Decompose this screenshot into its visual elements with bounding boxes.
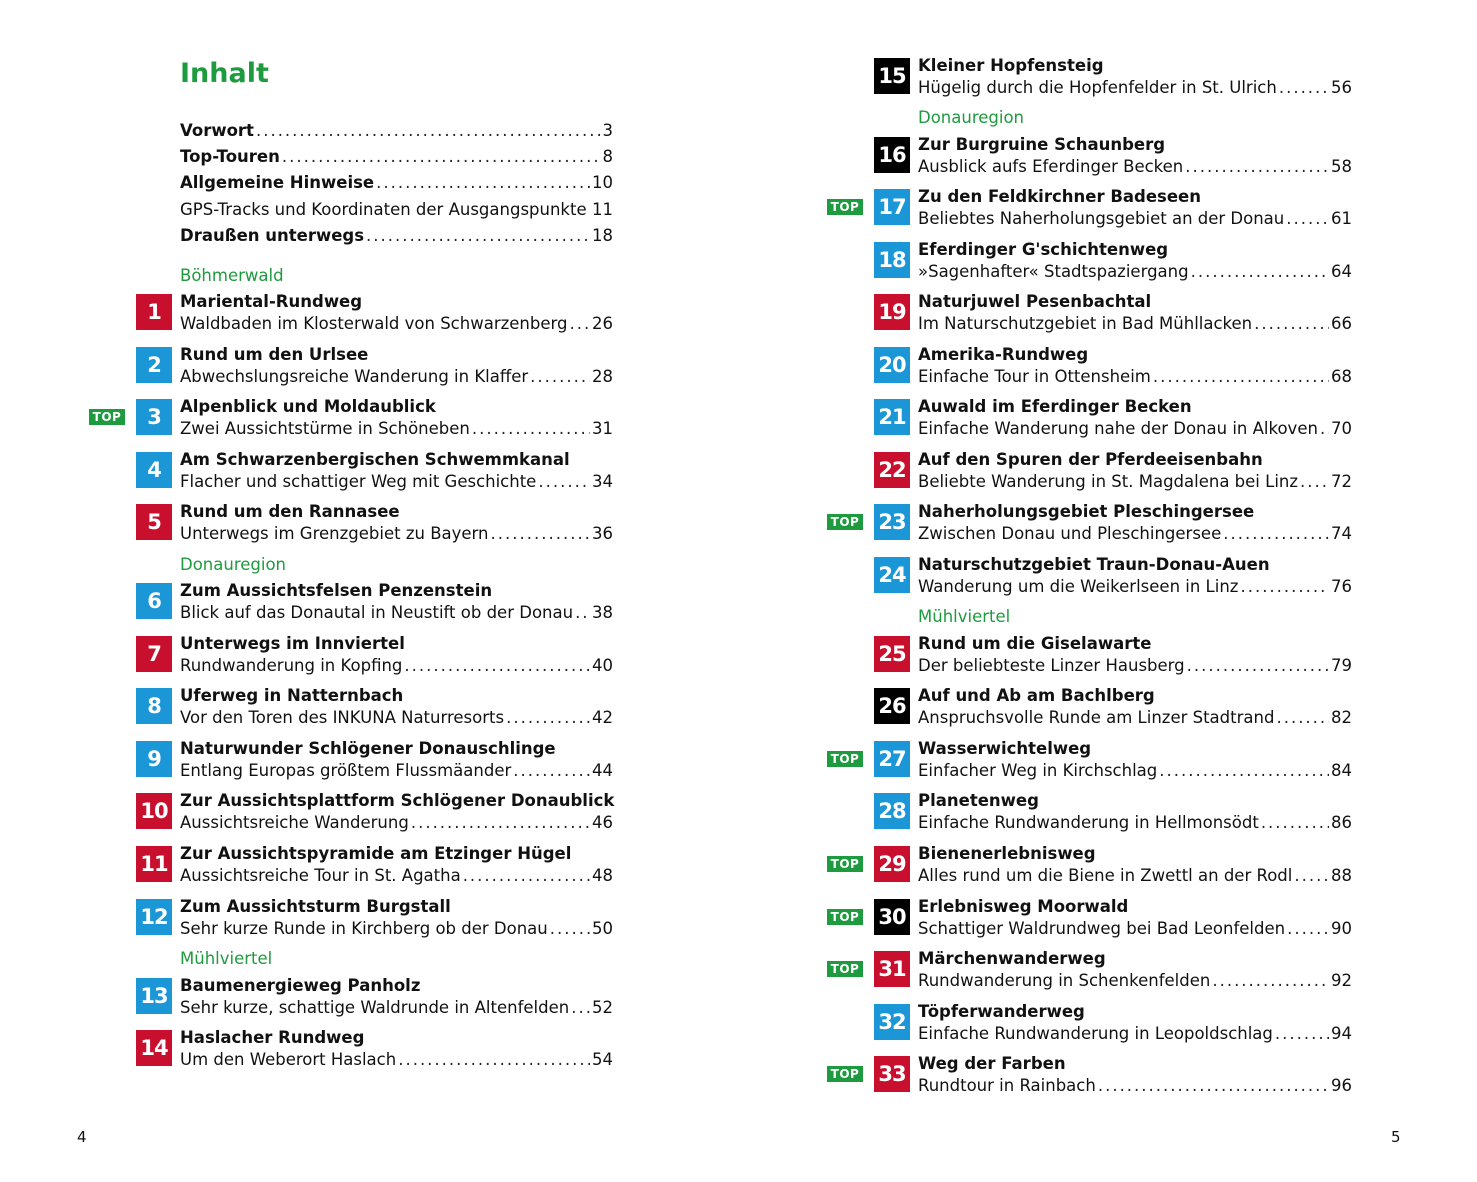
tour-number-badge: 9 bbox=[136, 741, 172, 777]
tour-entry[interactable] bbox=[738, 844, 1352, 887]
tour-entry[interactable] bbox=[738, 450, 1352, 493]
toc-page: 11 bbox=[592, 200, 613, 219]
leader-dots bbox=[398, 1049, 590, 1071]
tour-title: Uferweg in Natternbach bbox=[180, 686, 404, 705]
tour-page: 66 bbox=[1331, 314, 1352, 333]
tour-title: Mariental-Rundweg bbox=[180, 292, 363, 311]
tour-subtitle: Zwei Aussichtstürme in Schöneben bbox=[180, 419, 470, 438]
leader-dots bbox=[404, 655, 590, 677]
tour-title: Haslacher Rundweg bbox=[180, 1028, 365, 1047]
tour-subtitle-line bbox=[180, 471, 613, 493]
tour-subtitle-line bbox=[918, 812, 1352, 834]
tour-page: 38 bbox=[592, 603, 613, 622]
tour-entry[interactable] bbox=[738, 634, 1352, 677]
leader-dots bbox=[1286, 208, 1329, 230]
top-badge: TOP bbox=[827, 751, 863, 767]
tour-title: Am Schwarzenbergischen Schwemmkanal bbox=[180, 450, 570, 469]
tour-page: 96 bbox=[1331, 1076, 1352, 1095]
tour-subtitle: Vor den Toren des INKUNA Naturresorts bbox=[180, 708, 505, 727]
tour-entry[interactable] bbox=[0, 397, 613, 440]
toc-line[interactable] bbox=[180, 146, 613, 168]
section-heading: Mühlviertel bbox=[180, 949, 273, 968]
leader-dots bbox=[1223, 523, 1329, 545]
tour-title: Zu den Feldkirchner Badeseen bbox=[918, 187, 1201, 206]
tour-subtitle-line bbox=[180, 602, 613, 624]
tour-page: 52 bbox=[592, 998, 613, 1017]
tour-title: Erlebnisweg Moorwald bbox=[918, 897, 1129, 916]
tour-entry[interactable] bbox=[738, 292, 1352, 335]
tour-subtitle: Hügelig durch die Hopfenfelder in St. Ulrich bbox=[918, 78, 1277, 97]
tour-number-badge: 19 bbox=[874, 294, 910, 330]
tour-page: 44 bbox=[592, 761, 613, 780]
tour-subtitle-line bbox=[180, 707, 613, 729]
leader-dots bbox=[1320, 418, 1329, 440]
tour-number-badge: 4 bbox=[136, 452, 172, 488]
left-page bbox=[0, 0, 738, 1182]
tour-subtitle: Wanderung um die Weikerlseen in Linz bbox=[918, 577, 1239, 596]
tour-entry[interactable] bbox=[0, 897, 613, 940]
tour-page: 54 bbox=[592, 1050, 613, 1069]
tour-subtitle-line bbox=[180, 655, 613, 677]
leader-dots bbox=[411, 812, 590, 834]
tour-title: Zum Aussichtsturm Burgstall bbox=[180, 897, 451, 916]
tour-number-badge: 15 bbox=[874, 58, 910, 94]
section-heading: Böhmerwald bbox=[180, 266, 284, 285]
tour-page: 61 bbox=[1331, 209, 1352, 228]
tour-subtitle: Einfache Rundwanderung in Hellmonsödt bbox=[918, 813, 1259, 832]
tour-number-badge: 26 bbox=[874, 688, 910, 724]
tour-page: 88 bbox=[1331, 866, 1352, 885]
tour-subtitle: »Sagenhafter« Stadtspaziergang bbox=[918, 262, 1189, 281]
top-badge: TOP bbox=[827, 199, 863, 215]
top-badge: TOP bbox=[827, 961, 863, 977]
tour-entry[interactable] bbox=[738, 240, 1352, 283]
tour-subtitle-line bbox=[918, 523, 1352, 545]
tour-title: Weg der Farben bbox=[918, 1054, 1066, 1073]
tour-subtitle: Um den Weberort Haslach bbox=[180, 1050, 397, 1069]
tour-number-badge: 13 bbox=[136, 978, 172, 1014]
tour-title: Zur Aussichtsplattform Schlögener Donaublick bbox=[180, 791, 615, 810]
toc-line[interactable] bbox=[180, 225, 613, 247]
tour-number-badge: 16 bbox=[874, 137, 910, 173]
tour-page: 84 bbox=[1331, 761, 1352, 780]
tour-page: 90 bbox=[1331, 919, 1352, 938]
section-heading: Mühlviertel bbox=[918, 607, 1011, 626]
toc-page: 8 bbox=[602, 147, 613, 166]
tour-title: Alpenblick und Moldaublick bbox=[180, 397, 436, 416]
tour-number-badge: 18 bbox=[874, 242, 910, 278]
leader-dots bbox=[1300, 471, 1329, 493]
tour-title: Naturschutzgebiet Traun-Donau-Auen bbox=[918, 555, 1270, 574]
tour-entry[interactable] bbox=[738, 345, 1352, 388]
tour-entry[interactable] bbox=[0, 292, 613, 335]
leader-dots bbox=[256, 120, 601, 142]
tour-number-badge: 8 bbox=[136, 688, 172, 724]
tour-subtitle: Einfacher Weg in Kirchschlag bbox=[918, 761, 1158, 780]
tour-subtitle: Sehr kurze Runde in Kirchberg ob der Donau bbox=[180, 919, 548, 938]
tour-number-badge: 10 bbox=[136, 793, 172, 829]
tour-subtitle: Aussichtsreiche Wanderung bbox=[180, 813, 409, 832]
tour-entry[interactable] bbox=[738, 949, 1352, 992]
tour-subtitle: Rundwanderung in Schenkenfelden bbox=[918, 971, 1211, 990]
tour-title: Rund um die Giselawarte bbox=[918, 634, 1152, 653]
tour-subtitle: Schattiger Waldrundweg bei Bad Leonfelden bbox=[918, 919, 1286, 938]
tour-subtitle-line bbox=[918, 576, 1352, 598]
toc-line[interactable] bbox=[180, 199, 613, 221]
leader-dots bbox=[506, 707, 590, 729]
tour-subtitle: Ausblick aufs Eferdinger Becken bbox=[918, 157, 1184, 176]
tour-subtitle-line bbox=[180, 918, 613, 940]
tour-number-badge: 3 bbox=[136, 399, 172, 435]
tour-page: 26 bbox=[592, 314, 613, 333]
tour-number-badge: 5 bbox=[136, 504, 172, 540]
leader-dots bbox=[376, 172, 590, 194]
leader-dots bbox=[1185, 156, 1329, 178]
tour-page: 46 bbox=[592, 813, 613, 832]
leader-dots bbox=[1159, 760, 1329, 782]
section-heading: Donauregion bbox=[180, 555, 287, 574]
leader-dots bbox=[1098, 1075, 1329, 1097]
tour-number-badge: 17 bbox=[874, 189, 910, 225]
tour-subtitle: Im Naturschutzgebiet in Bad Mühllacken bbox=[918, 314, 1253, 333]
tour-subtitle-line bbox=[918, 313, 1352, 335]
tour-page: 76 bbox=[1331, 577, 1352, 596]
tour-entry[interactable] bbox=[738, 555, 1352, 598]
toc-line[interactable] bbox=[180, 120, 613, 142]
tour-subtitle-line bbox=[918, 366, 1352, 388]
tour-entry[interactable] bbox=[0, 791, 615, 834]
page-title: Inhalt bbox=[180, 58, 269, 89]
tour-entry[interactable] bbox=[738, 1054, 1352, 1097]
tour-subtitle-line bbox=[180, 865, 613, 887]
tour-subtitle: Einfache Rundwanderung in Leopoldschlag bbox=[918, 1024, 1273, 1043]
tour-number-badge: 31 bbox=[874, 951, 910, 987]
tour-title: Naturwunder Schlögener Donauschlinge bbox=[180, 739, 556, 758]
leader-dots bbox=[530, 366, 590, 388]
tour-subtitle-line bbox=[180, 418, 613, 440]
tour-title: Naherholungsgebiet Pleschingersee bbox=[918, 502, 1255, 521]
leader-dots bbox=[1279, 77, 1329, 99]
tour-entry[interactable] bbox=[0, 502, 613, 545]
tour-title: Zur Burgruine Schaunberg bbox=[918, 135, 1166, 154]
tour-page: 68 bbox=[1331, 367, 1352, 386]
tour-entry[interactable] bbox=[738, 187, 1352, 230]
tour-entry[interactable] bbox=[0, 976, 613, 1019]
tour-page: 79 bbox=[1331, 656, 1352, 675]
tour-number-badge: 7 bbox=[136, 636, 172, 672]
section-heading: Donauregion bbox=[918, 108, 1025, 127]
tour-number-badge: 20 bbox=[874, 347, 910, 383]
toc-label: Draußen unterwegs bbox=[180, 226, 365, 245]
toc-page: 18 bbox=[592, 226, 613, 245]
tour-subtitle-line bbox=[918, 760, 1352, 782]
tour-subtitle-line bbox=[918, 655, 1352, 677]
tour-number-badge: 24 bbox=[874, 557, 910, 593]
tour-title: Kleiner Hopfensteig bbox=[918, 56, 1104, 75]
leader-dots bbox=[463, 865, 590, 887]
tour-entry[interactable] bbox=[0, 345, 613, 388]
tour-title: Rund um den Rannasee bbox=[180, 502, 400, 521]
leader-dots bbox=[1261, 812, 1329, 834]
tour-subtitle-line bbox=[918, 156, 1352, 178]
tour-entry[interactable] bbox=[0, 634, 613, 677]
tour-subtitle-line bbox=[918, 707, 1352, 729]
leader-dots bbox=[1240, 576, 1329, 598]
tour-subtitle: Sehr kurze, schattige Waldrunde in Altenfelden bbox=[180, 998, 570, 1017]
tour-number-badge: 12 bbox=[136, 899, 172, 935]
leader-dots bbox=[1287, 918, 1329, 940]
tour-number-badge: 32 bbox=[874, 1004, 910, 1040]
leader-dots bbox=[472, 418, 590, 440]
leader-dots bbox=[282, 146, 601, 168]
tour-title: Zum Aussichtsfelsen Penzenstein bbox=[180, 581, 493, 600]
tour-subtitle-line bbox=[918, 261, 1352, 283]
tour-entry[interactable] bbox=[738, 791, 1352, 834]
leader-dots bbox=[366, 225, 590, 247]
leader-dots bbox=[513, 760, 590, 782]
tour-entry[interactable] bbox=[0, 844, 613, 887]
top-badge: TOP bbox=[89, 409, 125, 425]
tour-page: 92 bbox=[1331, 971, 1352, 990]
leader-dots bbox=[491, 523, 591, 545]
tour-entry[interactable] bbox=[738, 502, 1352, 545]
tour-subtitle-line bbox=[180, 313, 613, 335]
tour-subtitle-line bbox=[180, 812, 613, 834]
tour-page: 34 bbox=[592, 472, 613, 491]
tour-subtitle: Einfache Wanderung nahe der Donau in Alkoven bbox=[918, 419, 1318, 438]
tour-title: Baumenergieweg Panholz bbox=[180, 976, 421, 995]
tour-subtitle: Entlang Europas größtem Flussmäander bbox=[180, 761, 512, 780]
tour-number-badge: 11 bbox=[136, 846, 172, 882]
tour-entry[interactable] bbox=[0, 686, 613, 729]
tour-page: 50 bbox=[592, 919, 613, 938]
tour-subtitle-line bbox=[918, 471, 1352, 493]
leader-dots bbox=[1191, 261, 1329, 283]
tour-entry[interactable] bbox=[0, 581, 613, 624]
tour-number-badge: 33 bbox=[874, 1056, 910, 1092]
tour-entry[interactable] bbox=[738, 397, 1352, 440]
tour-entry[interactable] bbox=[738, 1002, 1352, 1045]
top-badge: TOP bbox=[827, 514, 863, 530]
tour-entry[interactable] bbox=[738, 686, 1352, 729]
top-badge: TOP bbox=[827, 1066, 863, 1082]
tour-subtitle: Abwechslungsreiche Wanderung in Klaffer bbox=[180, 367, 529, 386]
leader-dots bbox=[1275, 1023, 1329, 1045]
toc-line[interactable] bbox=[180, 172, 613, 194]
tour-subtitle-line bbox=[918, 77, 1352, 99]
tour-subtitle-line bbox=[180, 523, 613, 545]
tour-title: Amerika-Rundweg bbox=[918, 345, 1089, 364]
tour-subtitle-line bbox=[918, 1075, 1352, 1097]
tour-subtitle-line bbox=[918, 418, 1352, 440]
tour-number-badge: 2 bbox=[136, 347, 172, 383]
tour-number-badge: 23 bbox=[874, 504, 910, 540]
tour-entry[interactable] bbox=[0, 450, 613, 493]
right-page bbox=[738, 0, 1477, 1182]
toc-label: Top-Touren bbox=[180, 147, 280, 166]
tour-title: Märchenwanderweg bbox=[918, 949, 1106, 968]
tour-entry[interactable] bbox=[738, 56, 1352, 99]
tour-title: Wasserwichtelweg bbox=[918, 739, 1092, 758]
leader-dots bbox=[550, 918, 590, 940]
tour-page: 86 bbox=[1331, 813, 1352, 832]
leader-dots bbox=[1276, 707, 1329, 729]
tour-page: 36 bbox=[592, 524, 613, 543]
tour-number-badge: 29 bbox=[874, 846, 910, 882]
tour-number-badge: 21 bbox=[874, 399, 910, 435]
leader-dots bbox=[1212, 970, 1329, 992]
leader-dots bbox=[589, 199, 590, 221]
toc-label: Vorwort bbox=[180, 121, 254, 140]
tour-page: 42 bbox=[592, 708, 613, 727]
tour-subtitle-line bbox=[918, 208, 1352, 230]
tour-subtitle: Unterwegs im Grenzgebiet zu Bayern bbox=[180, 524, 489, 543]
toc-page: 10 bbox=[592, 173, 613, 192]
tour-subtitle: Flacher und schattiger Weg mit Geschichte bbox=[180, 472, 537, 491]
tour-title: Rund um den Urlsee bbox=[180, 345, 369, 364]
leader-dots bbox=[1254, 313, 1329, 335]
tour-subtitle-line bbox=[180, 997, 613, 1019]
tour-page: 72 bbox=[1331, 472, 1352, 491]
leader-dots bbox=[569, 313, 590, 335]
tour-subtitle: Rundtour in Rainbach bbox=[918, 1076, 1096, 1095]
tour-subtitle-line bbox=[918, 1023, 1352, 1045]
tour-subtitle: Aussichtsreiche Tour in St. Agatha bbox=[180, 866, 461, 885]
tour-subtitle: Beliebtes Naherholungsgebiet an der Donau bbox=[918, 209, 1285, 228]
top-badge: TOP bbox=[827, 909, 863, 925]
tour-page: 74 bbox=[1331, 524, 1352, 543]
toc-page: 3 bbox=[602, 121, 613, 140]
tour-title: Naturjuwel Pesenbachtal bbox=[918, 292, 1152, 311]
tour-number-badge: 6 bbox=[136, 583, 172, 619]
tour-page: 31 bbox=[592, 419, 613, 438]
tour-number-badge: 1 bbox=[136, 294, 172, 330]
tour-subtitle: Rundwanderung in Kopfing bbox=[180, 656, 403, 675]
tour-title: Planetenweg bbox=[918, 791, 1039, 810]
tour-subtitle: Blick auf das Donautal in Neustift ob der Donau bbox=[180, 603, 574, 622]
leader-dots bbox=[1294, 865, 1329, 887]
tour-number-badge: 30 bbox=[874, 899, 910, 935]
leader-dots bbox=[571, 997, 590, 1019]
tour-subtitle: Beliebte Wanderung in St. Magdalena bei Linz bbox=[918, 472, 1299, 491]
tour-number-badge: 22 bbox=[874, 452, 910, 488]
top-badge: TOP bbox=[827, 856, 863, 872]
leader-dots bbox=[538, 471, 590, 493]
tour-page: 56 bbox=[1331, 78, 1352, 97]
leader-dots bbox=[1187, 655, 1329, 677]
tour-entry[interactable] bbox=[738, 135, 1352, 178]
tour-page: 28 bbox=[592, 367, 613, 386]
tour-title: Zur Aussichtspyramide am Etzinger Hügel bbox=[180, 844, 572, 863]
tour-entry[interactable] bbox=[0, 1028, 613, 1071]
page-number-right: 5 bbox=[1391, 1128, 1401, 1146]
tour-page: 94 bbox=[1331, 1024, 1352, 1043]
toc-label: Allgemeine Hinweise bbox=[180, 173, 375, 192]
tour-number-badge: 14 bbox=[136, 1030, 172, 1066]
tour-title: Auf den Spuren der Pferdeeisenbahn bbox=[918, 450, 1263, 469]
tour-title: Unterwegs im Innviertel bbox=[180, 634, 405, 653]
tour-page: 70 bbox=[1331, 419, 1352, 438]
tour-subtitle-line bbox=[918, 970, 1352, 992]
tour-title: Auf und Ab am Bachlberg bbox=[918, 686, 1155, 705]
tour-entry[interactable] bbox=[738, 897, 1352, 940]
tour-page: 64 bbox=[1331, 262, 1352, 281]
tour-page: 58 bbox=[1331, 157, 1352, 176]
tour-title: Eferdinger G'schichtenweg bbox=[918, 240, 1169, 259]
leader-dots bbox=[1153, 366, 1329, 388]
tour-number-badge: 25 bbox=[874, 636, 910, 672]
tour-entry[interactable] bbox=[0, 739, 613, 782]
tour-page: 40 bbox=[592, 656, 613, 675]
tour-entry[interactable] bbox=[738, 739, 1352, 782]
tour-subtitle: Der beliebteste Linzer Hausberg bbox=[918, 656, 1185, 675]
tour-title: Töpferwanderweg bbox=[918, 1002, 1085, 1021]
tour-subtitle: Alles rund um die Biene in Zwettl an der Rodl bbox=[918, 866, 1293, 885]
toc-label: GPS-Tracks und Koordinaten der Ausgangspunkte bbox=[180, 200, 587, 219]
tour-number-badge: 27 bbox=[874, 741, 910, 777]
tour-subtitle-line bbox=[180, 760, 613, 782]
tour-subtitle: Zwischen Donau und Pleschingersee bbox=[918, 524, 1222, 543]
tour-subtitle: Anspruchsvolle Runde am Linzer Stadtrand bbox=[918, 708, 1275, 727]
tour-subtitle: Waldbaden im Klosterwald von Schwarzenberg bbox=[180, 314, 568, 333]
tour-subtitle-line bbox=[918, 918, 1352, 940]
tour-subtitle-line bbox=[180, 366, 613, 388]
leader-dots bbox=[575, 602, 590, 624]
tour-subtitle: Einfache Tour in Ottensheim bbox=[918, 367, 1151, 386]
tour-subtitle-line bbox=[918, 865, 1352, 887]
tour-number-badge: 28 bbox=[874, 793, 910, 829]
page-number-left: 4 bbox=[77, 1128, 87, 1146]
tour-title: Bienenerlebnisweg bbox=[918, 844, 1096, 863]
tour-title: Auwald im Eferdinger Becken bbox=[918, 397, 1192, 416]
tour-subtitle-line bbox=[180, 1049, 613, 1071]
tour-page: 82 bbox=[1331, 708, 1352, 727]
tour-page: 48 bbox=[592, 866, 613, 885]
